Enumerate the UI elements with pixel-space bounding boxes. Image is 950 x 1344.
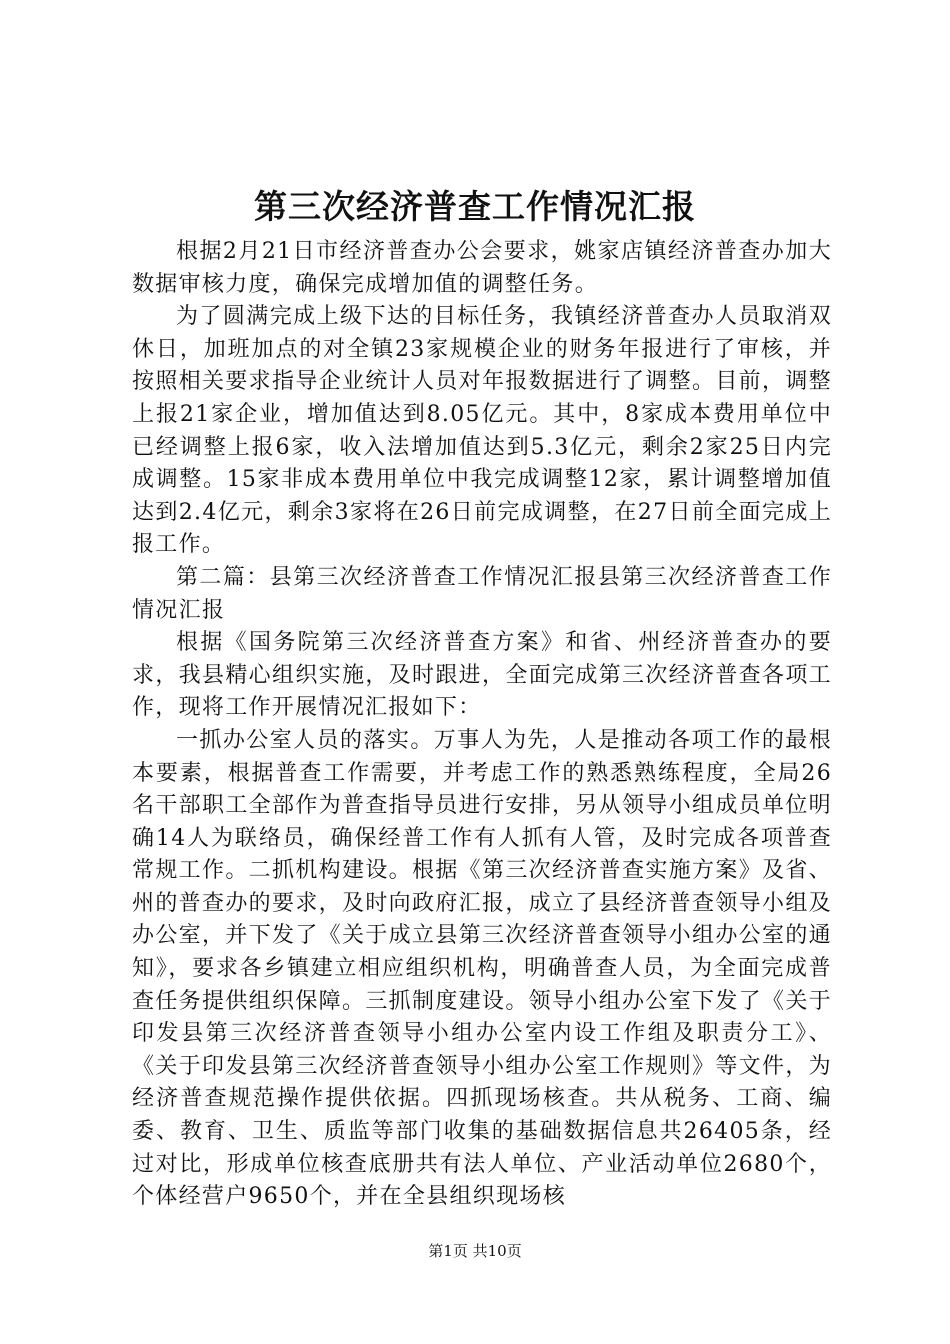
page-number: 第1页 共10页 xyxy=(428,1242,522,1260)
paragraph: 根据《国务院第三次经济普查方案》和省、州经济普查办的要求，我县精心组织实施，及时跟进，全面完成第三次经济普查各项工作，现将工作开展情况汇报如下： xyxy=(132,630,832,721)
paragraph: 根据2月21日市经济普查办公会要求，姚家店镇经济普查办加大数据审核力度，确保完成增加值的调整任务。 xyxy=(132,239,832,297)
paragraph: 为了圆满完成上级下达的目标任务，我镇经济普查办人员取消双休日，加班加点的对全镇23家规模企业的财务年报进行了审核，并按照相关要求指导企业统计人员对年报数据进行了调整。目前，调整上报21家企业，增加值达到8.05亿元。其中，8家成本费用单位中已经调整上报6家，收入法增加值达到5.3亿元，剩余2家25日内完成调整。15家非成本费用单位中我完成调整12家，累计调整增加值达到2.4亿元，剩余3家将在26日前完成调整，在27日前全面完成上报工作。 xyxy=(132,304,832,558)
document-body xyxy=(132,236,832,1214)
paragraph: 一抓办公室人员的落实。万事人为先，人是推动各项工作的最根本要素，根据普查工作需要，并考虑工作的熟悉熟练程度，全局26名干部职工全部作为普查指导员进行安排，另从领导小组成员单位明确14人为联络员，确保经普工作有人抓有人管，及时完成各项普查常规工作。二抓机构建设。根据《第三次经济普查实施方案》及省、州的普查办的要求，及时向政府汇报，成立了县经济普查领导小组及办公室，并下发了《关于成立县第三次经济普查领导小组办公室的通知》，要求各乡镇建立相应组织机构，明确普查人员，为全面完成普查任务提供组织保障。三抓制度建设。领导小组办公室下发了《关于印发县第三次经济普查领导小组办公室内设工作组及职责分工》、《关于印发县第三次经济普查领导小组办公室工作规则》等文件，为经济普查规范操作提供依据。四抓现场核查。共从税务、工商、编委、教育、卫生、质监等部门收集的基础数据信息共26405条，经过对比，形成单位核查底册共有法人单位、产业活动单位2680个，个体经营户9650个，并在全县组织现场核 xyxy=(132,727,832,1210)
paragraph: 第二篇：县第三次经济普查工作情况汇报县第三次经济普查工作情况汇报 xyxy=(132,564,832,623)
document-title: 第三次经济普查工作情况汇报 xyxy=(254,187,696,226)
